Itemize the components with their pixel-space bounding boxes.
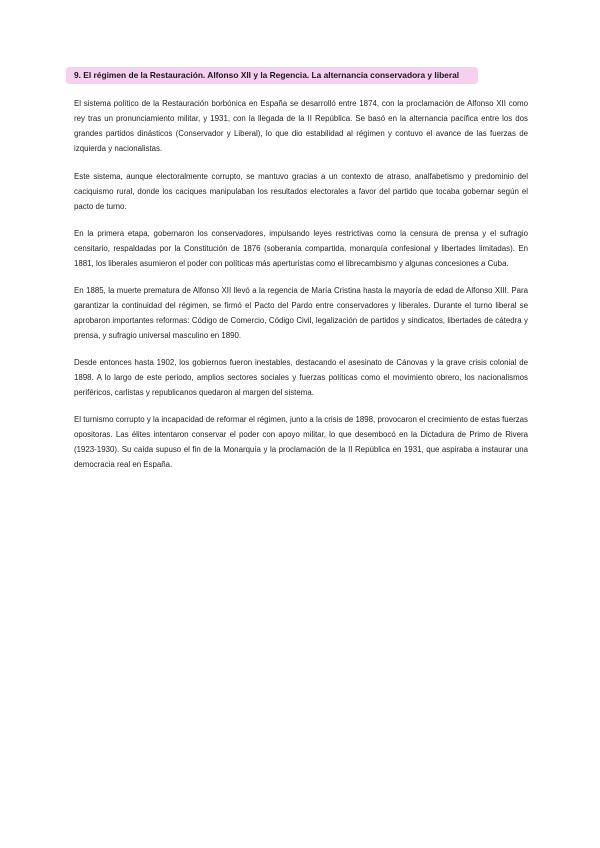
paragraph: El turnismo corrupto y la incapacidad de reformar el régimen, junto a la crisis de 1898, provocaron el crecimiento de estas fuerzas opositoras. Las élites intentaron conservar el poder con apoyo militar, lo que desembocó en la Dictadura de Primo de Rivera (1923-1930). Su caída supuso el fin de la Monarquía y la proclamación de la II República en 1931, que aspiraba a instaurar una democracia real en España. [74, 415, 528, 469]
paragraph: El sistema político de la Restauración borbónica en España se desarrolló entre 1874, con la proclamación de Alfonso XII como rey tras un pronunciamiento militar, y 1931, con la llegada de la II República. Se basó en la alternancia pacífica entre los dos grandes partidos dinásticos (Conservador y Liberal), lo que dio estabilidad al régimen y contuvo el avance de las fuerzas de izquierda y nacionalistas. [74, 99, 528, 153]
paragraph: En la primera etapa, gobernaron los conservadores, impulsando leyes restrictivas como la censura de prensa y el sufragio censitario, respaldadas por la Constitución de 1876 (soberanía compartida, monarquía confesional y libertades limitadas). En 1881, los liberales asumieron el poder con políticas más aperturistas como el librecambismo y algunas concesiones a Cuba. [74, 229, 528, 268]
paragraph: En 1885, la muerte prematura de Alfonso XII llevó a la regencia de María Cristina hasta la mayoría de edad de Alfonso XIII. Para garantizar la continuidad del régimen, se firmó el Pacto del Pardo entre conservadores y liberales. Durante el turno liberal se aprobaron importantes reformas: Código de Comercio, Código Civil, legalización de partidos y sindicatos, libertades de cátedra y prensa, y sufragio universal masculino en 1890. [74, 286, 528, 340]
paragraph: Este sistema, aunque electoralmente corrupto, se mantuvo gracias a un contexto de atraso, analfabetismo y predominio del caciquismo rural, donde los caciques manipulaban los resultados electorales a favor del partido que tocaba gobernar según el pacto de turno. [74, 172, 528, 211]
paragraph: Desde entonces hasta 1902, los gobiernos fueron inestables, destacando el asesinato de Cánovas y la grave crisis colonial de 1898. A lo largo de este periodo, amplios sectores sociales y fuerzas políticas como el movimiento obrero, los nacionalismos periféricos, carlistas y republicanos quedaron al margen del sistema. [74, 358, 528, 397]
page-title: 9. El régimen de la Restauración. Alfonso XII y la Regencia. La alternancia conservadora y liberal [74, 70, 460, 80]
document-body [74, 96, 528, 484]
title-block [66, 67, 478, 84]
